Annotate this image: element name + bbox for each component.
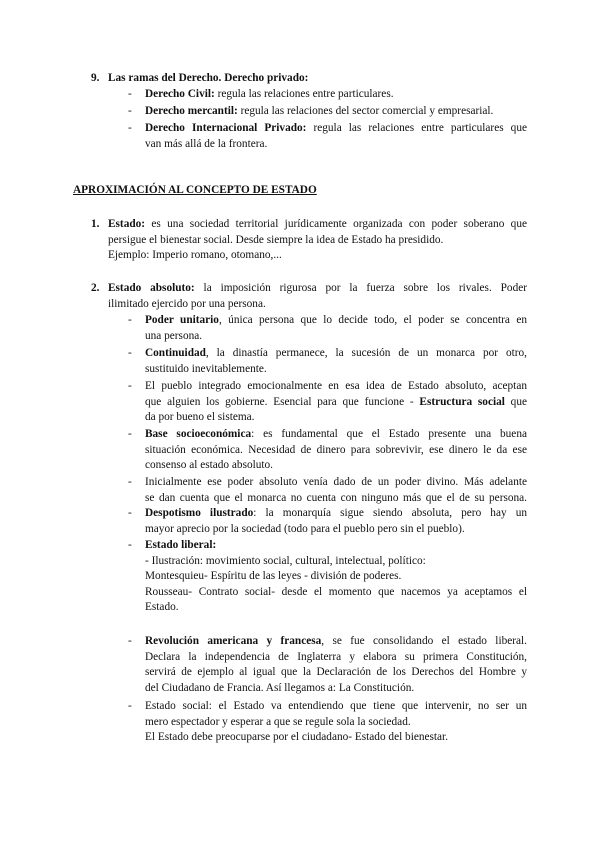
text-line: mero espectador y esperar a que se regule sola la sociedad.	[145, 715, 411, 728]
list-item-pueblo	[145, 379, 527, 426]
bullet-dash: -	[128, 380, 132, 392]
text-line: consenso al estado absoluto.	[145, 459, 274, 472]
text-line: Ejemplo: Imperio romano, otomano,...	[108, 249, 282, 262]
list-item-continuidad	[145, 346, 527, 377]
text-line: que alguien los gobierne. Esencial para que funcione -	[145, 395, 420, 408]
list-item-estado-social	[145, 699, 527, 746]
text-line: servirá de ejemplo al igual que la Declaración de los Derechos del Hombre y	[145, 666, 527, 679]
bullet-dash: -	[128, 700, 132, 712]
text-line: ilimitado ejercido por una persona.	[108, 297, 266, 310]
term: Estado liberal:	[145, 539, 217, 551]
text-line: Estado.	[145, 601, 179, 614]
bullet-dash: -	[128, 88, 132, 100]
definition: regula las relaciones entre particulares que	[306, 122, 527, 134]
bullet-dash: -	[128, 539, 132, 551]
term: Derecho Internacional Privado:	[145, 122, 307, 134]
term: Estructura social	[419, 395, 505, 408]
list-item-despotismo-ilustrado	[145, 506, 527, 537]
bullet-dash: -	[128, 122, 132, 134]
bullet-dash: -	[128, 105, 132, 117]
text-line: la imposición rigurosa por la fuerza sobre los rivales. Poder	[194, 282, 527, 294]
text-line: Estado social: el Estado va entendiendo que tiene que intervenir, no ser un	[145, 700, 527, 712]
text-line: se dan cuenta que el monarca no cuenta con ninguno más que el de su persona.	[145, 491, 527, 504]
list-item-derecho-internacional	[145, 121, 527, 152]
text-line: una persona.	[145, 329, 203, 342]
bullet-dash: -	[128, 507, 132, 519]
item-number: 1.	[91, 218, 100, 230]
list-item-derecho-mercantil	[145, 104, 493, 120]
bullet-dash: -	[128, 476, 132, 488]
text-line: es una sociedad territorial jurídicamente organizada con poder soberano que	[145, 218, 527, 230]
term: Poder unitario	[145, 314, 219, 326]
definition: regula las relaciones del sector comercial y empresarial.	[237, 105, 494, 117]
term: Despotismo ilustrado	[145, 507, 254, 519]
section9-number: 9.	[91, 72, 100, 84]
text-line: El pueblo integrado emocionalmente en esa idea de Estado absoluto, aceptan	[145, 380, 527, 392]
text-line: : la monarquía sigue siendo absoluta, pero hay un	[253, 507, 527, 519]
section-heading: APROXIMACIÓN AL CONCEPTO DE ESTADO	[73, 184, 317, 196]
term: Derecho mercantil:	[145, 105, 238, 117]
text-line: da por bueno el sistema.	[145, 411, 255, 424]
text-line: Montesquieu- Espíritu de las leyes - división de poderes.	[145, 570, 402, 583]
text-line: del Ciudadano de Francia. Así llegamos a: La Constitución.	[145, 681, 415, 694]
text-line: - Ilustración: movimiento social, cultural, intelectual, político:	[145, 554, 426, 567]
text-line: , única persona que lo decide todo, el poder se concentra en	[218, 314, 527, 326]
text-line: Declara la independencia de Inglaterra y elabora su primera Constitución,	[145, 650, 527, 663]
text-line: situación económica. Necesidad de dinero para sobrevivir, ese dinero le da ese	[145, 443, 527, 456]
text-line: , la dinastía permanece, la sucesión de un monarca por otro,	[205, 347, 527, 359]
bullet-dash: -	[128, 347, 132, 359]
term: Derecho Civil:	[145, 88, 215, 100]
section9-title: Las ramas del Derecho. Derecho privado:	[108, 72, 309, 84]
bullet-dash: -	[128, 635, 132, 647]
term: Estado:	[108, 218, 146, 230]
text-line: Inicialmente ese poder absoluto venía dado de un poder divino. Más adelante	[145, 476, 527, 488]
list-item-revolucion	[145, 634, 527, 696]
estado-absoluto-definition	[108, 281, 527, 312]
text-line: mayor aprecio por la sociedad (todo para el pueblo pero sin el pueblo).	[145, 522, 465, 535]
list-item-poder-divino	[145, 475, 527, 506]
definition-cont: van más allá de la frontera.	[145, 137, 268, 150]
bullet-dash: -	[128, 314, 132, 326]
text-line: persigue el bienestar social. Desde siempre la idea de Estado ha presidido.	[108, 233, 444, 246]
term: Continuidad	[145, 347, 206, 359]
term: Revolución americana y francesa	[145, 635, 322, 647]
estado-definition	[108, 217, 527, 264]
text-line: , se fue consolidando el estado liberal.	[321, 635, 527, 647]
item-number: 2.	[91, 282, 100, 294]
text-line: que	[504, 395, 527, 408]
text-line: El Estado debe preocuparse por el ciudadano- Estado del bienestar.	[145, 731, 449, 744]
list-item-estado-liberal	[145, 538, 527, 616]
list-item-derecho-civil	[145, 87, 394, 103]
list-item-base-socioeconomica	[145, 427, 527, 474]
list-item-poder-unitario	[145, 313, 527, 344]
text-line: sustituido inevitablemente.	[145, 362, 267, 375]
text-line: Rousseau- Contrato social- desde el momento que nacemos ya aceptamos el	[145, 585, 527, 598]
term: Base socioeconómica	[145, 428, 252, 440]
bullet-dash: -	[128, 428, 132, 440]
definition: regula las relaciones entre particulares.	[214, 88, 394, 100]
term: Estado absoluto:	[108, 282, 195, 294]
text-line: : es fundamental que el Estado presente una buena	[251, 428, 527, 440]
